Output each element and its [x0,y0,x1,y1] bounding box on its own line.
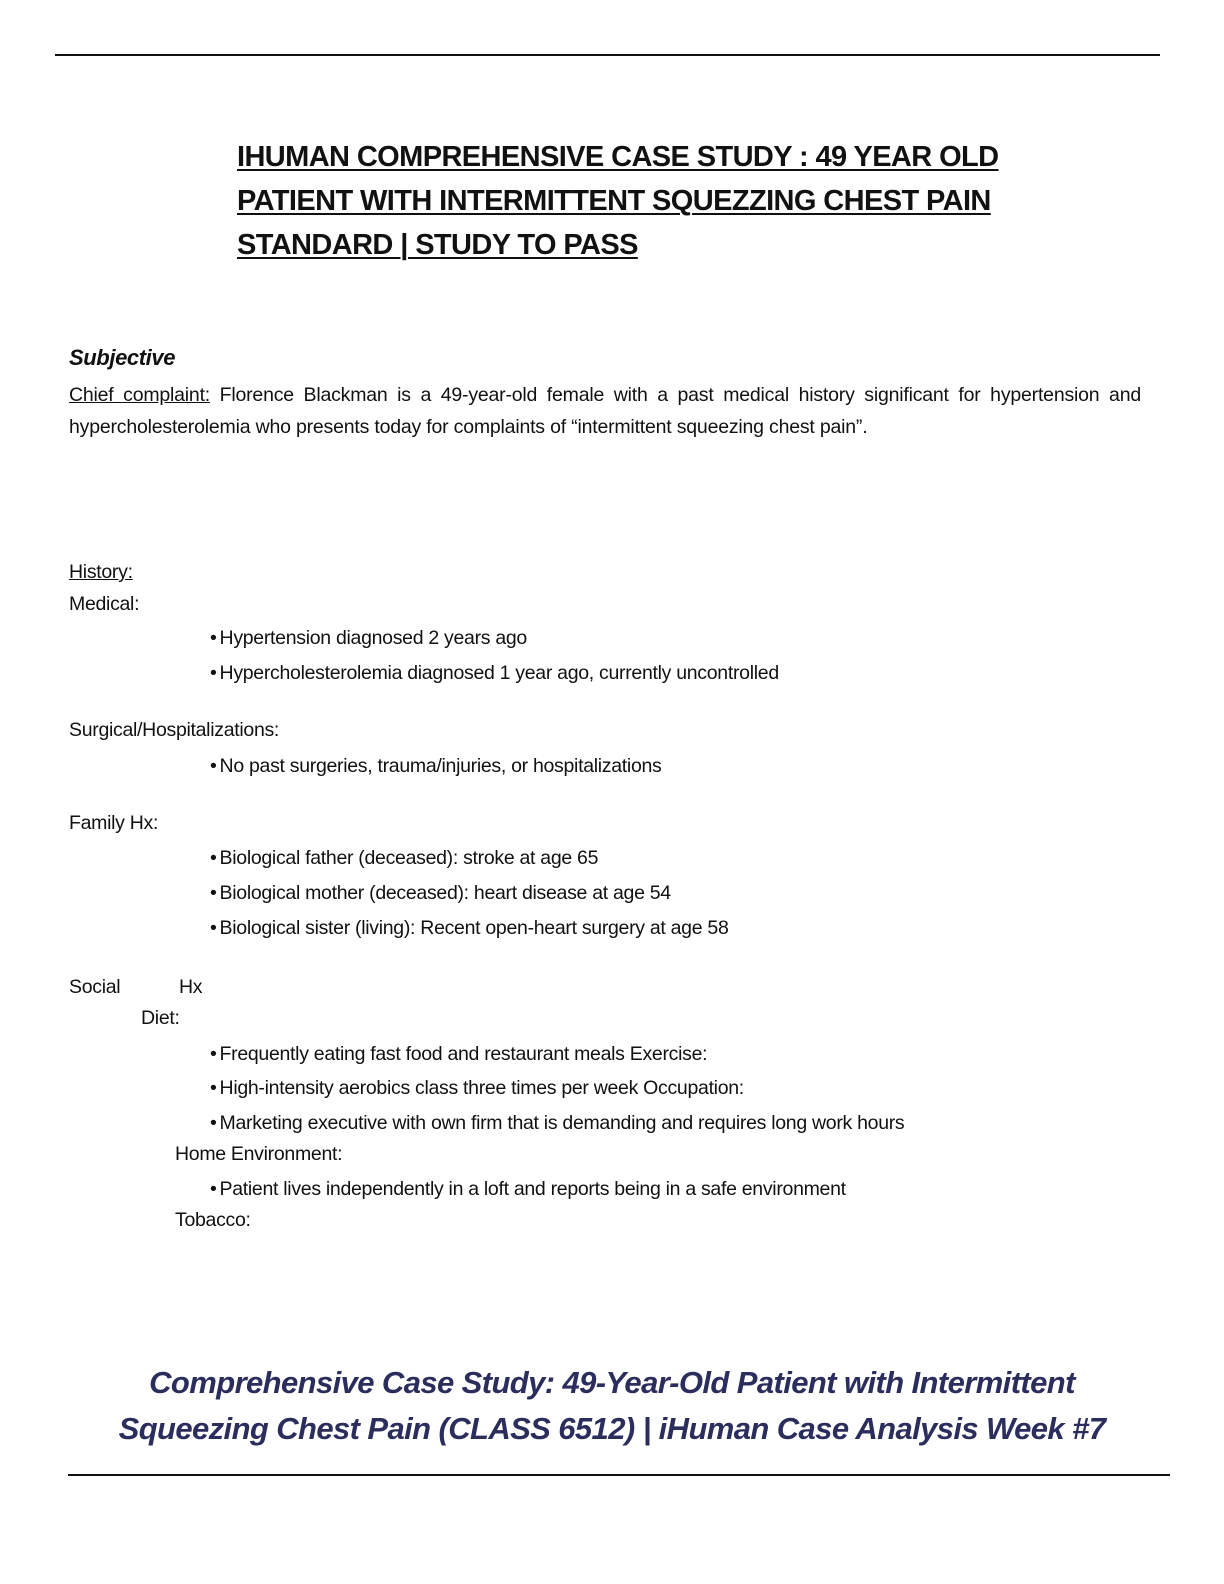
subjective-heading: Subjective [69,345,176,370]
list-item: • No past surgeries, trauma/injuries, or hospitalizations [210,754,662,778]
document-title [237,135,999,267]
surgical-label: Surgical/Hospitalizations: [69,719,280,741]
list-item: • Marketing executive with own firm that is demanding and requires long work hours [210,1111,904,1135]
list-item: • Patient lives independently in a loft and reports being in a safe environment [210,1177,846,1201]
list-item: • Hypertension diagnosed 2 years ago [210,626,527,650]
title-line: PATIENT WITH INTERMITTENT SQUEZZING CHEST PAIN [237,185,991,217]
top-rule [55,54,1160,56]
list-item: • Biological mother (deceased): heart disease at age 54 [210,881,671,905]
diet-label: Diet: [141,1007,180,1029]
history-heading: History: [69,561,133,583]
social-label: Social [69,976,121,998]
title-line: STANDARD | STUDY TO PASS [237,229,638,261]
footer-line: Squeezing Chest Pain (CLASS 6512) | iHuman Case Analysis Week #7 [118,1411,1106,1446]
social-hx-label: Hx [179,976,203,998]
list-item: • High-intensity aerobics class three times per week Occupation: [210,1076,744,1100]
bottom-rule [68,1474,1170,1476]
list-item: • Hypercholesterolemia diagnosed 1 year ago, currently uncontrolled [210,661,779,685]
medical-label: Medical: [69,593,140,615]
list-item: • Frequently eating fast food and restaurant meals Exercise: [210,1042,707,1066]
list-item: • Biological father (deceased): stroke at age 65 [210,846,598,870]
chief-complaint-text: Florence Blackman is a 49-year-old female with a past medical history significant for hypertension and hypercholesterolemia who presents today for complaints of “intermittent squeezing chest pain”. [69,384,1141,438]
family-label: Family Hx: [69,812,159,834]
list-item: • Biological sister (living): Recent open-heart surgery at age 58 [210,916,728,940]
chief-complaint-label: Chief complaint: [69,384,211,406]
home-environment-label: Home Environment: [175,1143,343,1165]
tobacco-label: Tobacco: [175,1209,251,1231]
chief-complaint-paragraph [69,380,1141,443]
footer-title [0,1360,1224,1452]
title-line: IHUMAN COMPREHENSIVE CASE STUDY : 49 YEAR OLD [237,141,999,173]
footer-line: Comprehensive Case Study: 49-Year-Old Patient with Intermittent [149,1365,1075,1400]
